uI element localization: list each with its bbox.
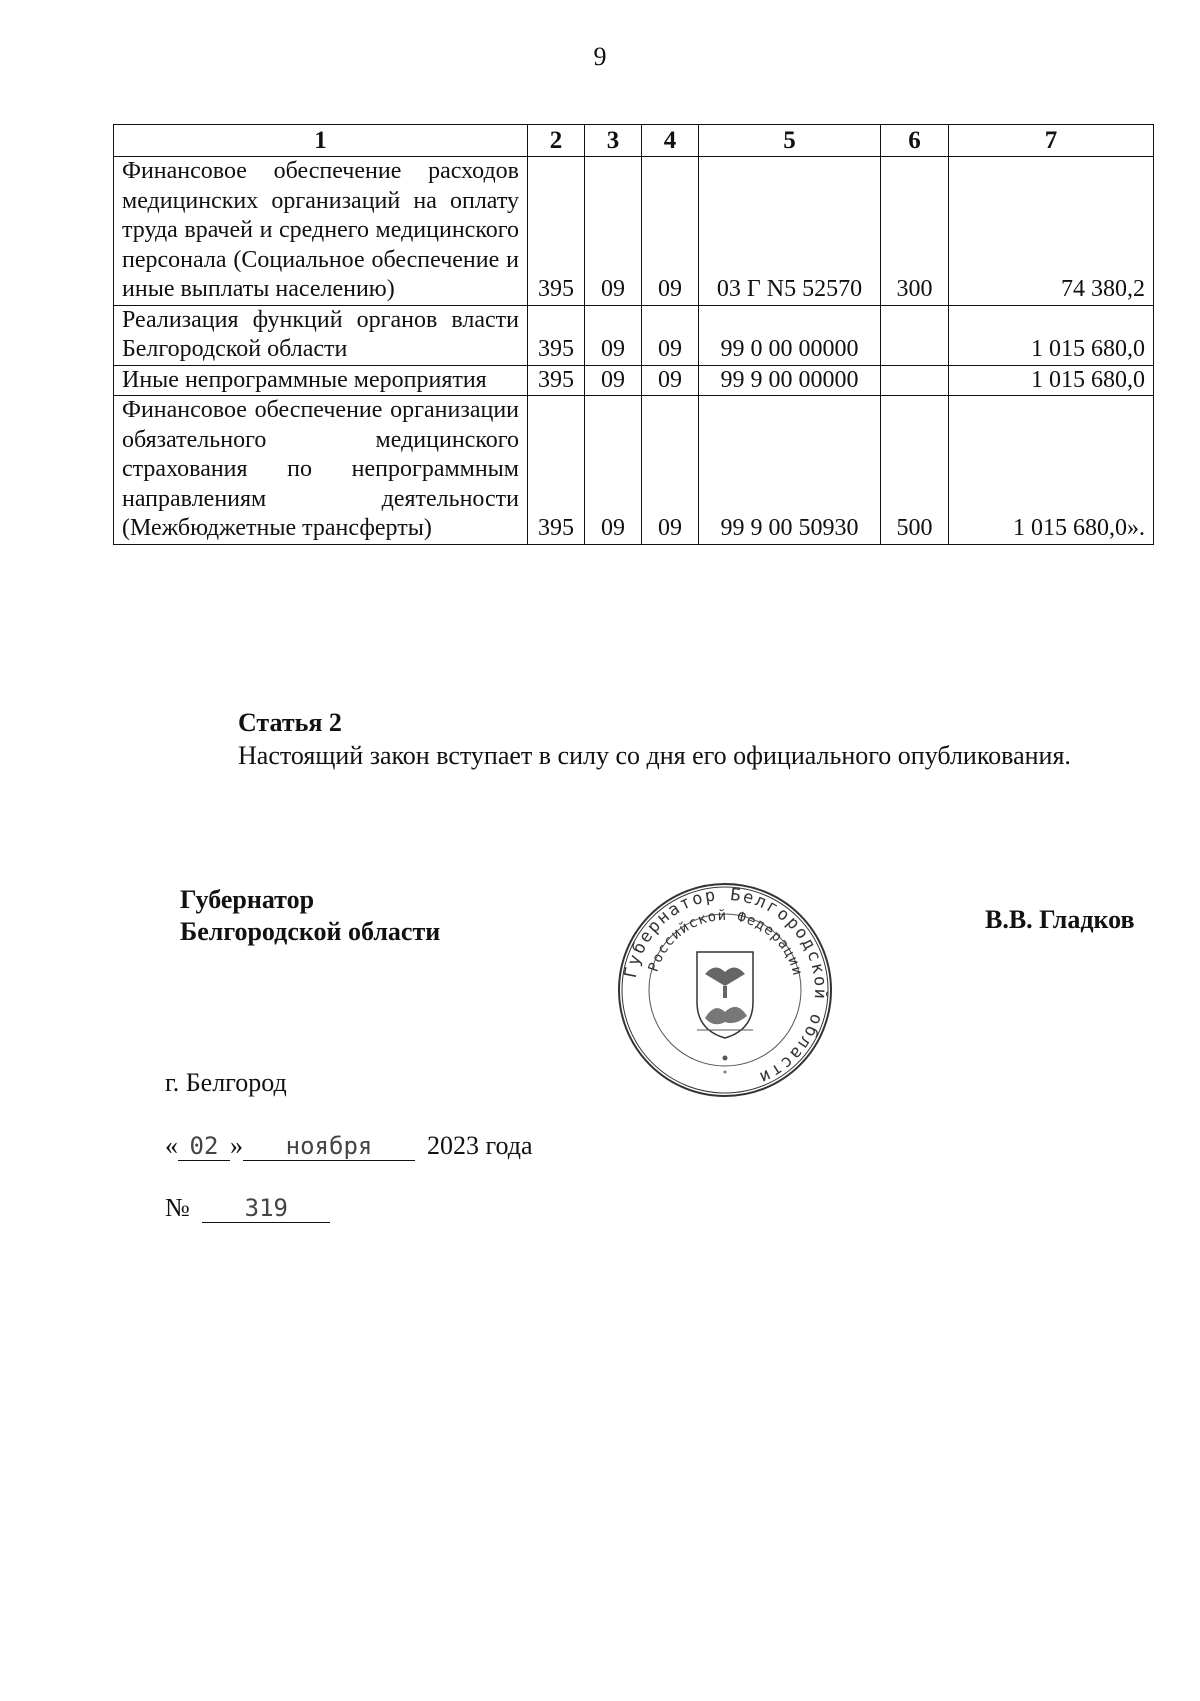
place-of-signing: г. Белгород <box>165 1068 287 1097</box>
signing-date <box>165 1131 533 1161</box>
col-header: 2 <box>528 125 585 157</box>
row-c3: 09 <box>585 157 642 306</box>
row-c2: 395 <box>528 305 585 365</box>
row-name: Финансовое обеспечение организации обязательного медицинского страхования по непрограммным направлениям деятельности (Межбюджетные трансферты) <box>114 396 528 545</box>
page-number: 9 <box>593 42 607 71</box>
signatory-title-line: Белгородской области <box>180 917 441 946</box>
date-quote-close: » <box>230 1131 243 1160</box>
date-day: 02 <box>178 1132 230 1161</box>
col-header: 5 <box>699 125 881 157</box>
row-c4: 09 <box>642 157 699 306</box>
number-value: 319 <box>202 1194 330 1223</box>
row-c3: 09 <box>585 396 642 545</box>
date-year: 2023 года <box>427 1131 533 1160</box>
row-c6 <box>881 365 949 396</box>
row-c4: 09 <box>642 396 699 545</box>
row-c4: 09 <box>642 365 699 396</box>
date-quote-open: « <box>165 1131 178 1160</box>
signatory-name: В.В. Гладков <box>985 905 1135 934</box>
table-header-row <box>114 125 1154 157</box>
svg-text:Российской Федерации: Российской Федерации <box>645 907 806 978</box>
svg-text:Губернатор Белгородской област: Губернатор Белгородской области <box>620 884 831 1089</box>
row-c6: 300 <box>881 157 949 306</box>
table-row <box>114 157 1154 306</box>
table-row <box>114 305 1154 365</box>
table-row <box>114 396 1154 545</box>
date-month: ноября <box>243 1132 415 1161</box>
row-c7: 1 015 680,0 <box>949 365 1154 396</box>
row-c5: 99 9 00 00000 <box>699 365 881 396</box>
col-header: 7 <box>949 125 1154 157</box>
row-c5: 99 9 00 50930 <box>699 396 881 545</box>
row-c7: 1 015 680,0». <box>949 396 1154 545</box>
row-c6: 500 <box>881 396 949 545</box>
row-c3: 09 <box>585 365 642 396</box>
row-name: Иные непрограммные мероприятия <box>114 365 528 396</box>
col-header: 3 <box>585 125 642 157</box>
official-seal-icon <box>615 880 835 1100</box>
row-c5: 99 0 00 00000 <box>699 305 881 365</box>
col-header: 1 <box>114 125 528 157</box>
row-name: Реализация функций органов власти Белгородской области <box>114 305 528 365</box>
col-header: 6 <box>881 125 949 157</box>
row-name: Финансовое обеспечение расходов медицинских организаций на оплату труда врачей и среднего медицинского персонала (Социальное обеспечение и иные выплаты населению) <box>114 157 528 306</box>
row-c5: 03 Г N5 52570 <box>699 157 881 306</box>
table-row <box>114 365 1154 396</box>
row-c7: 74 380,2 <box>949 157 1154 306</box>
row-c4: 09 <box>642 305 699 365</box>
document-number <box>165 1193 330 1223</box>
row-c7: 1 015 680,0 <box>949 305 1154 365</box>
article-title: Статья 2 <box>238 708 342 737</box>
col-header: 4 <box>642 125 699 157</box>
row-c2: 395 <box>528 365 585 396</box>
row-c6 <box>881 305 949 365</box>
row-c2: 395 <box>528 157 585 306</box>
article-text: Настоящий закон вступает в силу со дня его официального опубликования. <box>238 741 1071 770</box>
signatory-title-line: Губернатор <box>180 885 315 914</box>
number-label: № <box>165 1193 190 1222</box>
row-c2: 395 <box>528 396 585 545</box>
row-c3: 09 <box>585 305 642 365</box>
signatory-title <box>180 884 440 948</box>
budget-table <box>113 124 1154 545</box>
